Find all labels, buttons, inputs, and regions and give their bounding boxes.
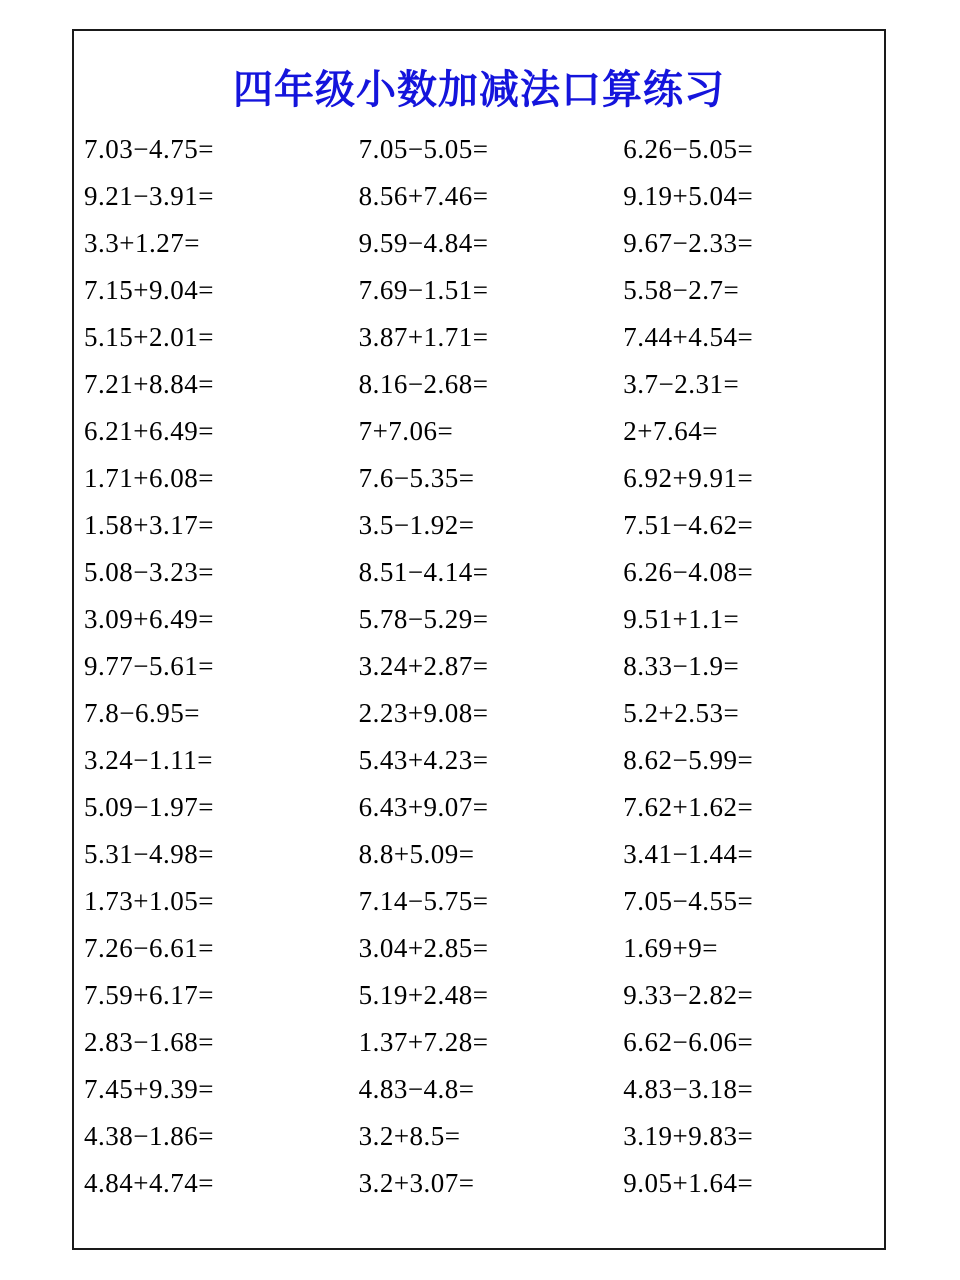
problem-item: 5.15+2.01= — [84, 322, 214, 352]
problem-item: 3.2+3.07= — [358, 1168, 475, 1198]
problem-item: 5.08−3.23= — [84, 557, 214, 587]
problem-item: 1.69+9= — [623, 933, 718, 963]
problem-item: 5.43+4.23= — [358, 745, 489, 775]
problem-item: 3.19+9.83= — [623, 1121, 754, 1151]
problem-item: 9.19+5.04= — [623, 181, 754, 211]
problem-item: 9.33−2.82= — [623, 980, 754, 1010]
problem-item: 3.09+6.49= — [84, 604, 214, 634]
problem-item: 7.62+1.62= — [623, 792, 754, 822]
problem-item: 9.67−2.33= — [623, 228, 754, 258]
problem-item: 6.92+9.91= — [623, 463, 754, 493]
problem-item: 6.21+6.49= — [84, 416, 214, 446]
problem-item: 3.3+1.27= — [84, 228, 200, 258]
problem-item: 8.33−1.9= — [623, 651, 740, 681]
problem-item: 6.43+9.07= — [358, 792, 489, 822]
problem-item: 9.77−5.61= — [84, 651, 214, 681]
problem-item: 1.73+1.05= — [84, 886, 214, 916]
problem-item: 4.38−1.86= — [84, 1121, 214, 1151]
problem-item: 1.37+7.28= — [358, 1027, 489, 1057]
problem-item: 9.59−4.84= — [358, 228, 489, 258]
problem-column-2 — [359, 126, 624, 1207]
problem-item: 6.62−6.06= — [623, 1027, 754, 1057]
problem-item: 1.71+6.08= — [84, 463, 214, 493]
problem-item: 3.24+2.87= — [358, 651, 489, 681]
problem-item: 2.83−1.68= — [84, 1027, 214, 1057]
problem-item: 7.45+9.39= — [84, 1074, 214, 1104]
problem-item: 7.69−1.51= — [358, 275, 489, 305]
problem-item: 3.87+1.71= — [358, 322, 489, 352]
problem-item: 2.23+9.08= — [358, 698, 489, 728]
problem-item: 5.58−2.7= — [623, 275, 740, 305]
problem-item: 5.19+2.48= — [358, 980, 489, 1010]
problem-item: 9.51+1.1= — [623, 604, 740, 634]
problem-item: 4.84+4.74= — [84, 1168, 214, 1198]
problem-item: 7.26−6.61= — [84, 933, 214, 963]
page-border-frame — [72, 29, 886, 1250]
problem-item: 5.2+2.53= — [623, 698, 740, 728]
problem-item: 3.24−1.11= — [84, 745, 213, 775]
problem-item: 3.2+8.5= — [358, 1121, 461, 1151]
problem-item: 8.8+5.09= — [358, 839, 475, 869]
problem-item: 3.04+2.85= — [358, 933, 489, 963]
problem-item: 8.51−4.14= — [358, 557, 489, 587]
problem-item: 7.59+6.17= — [84, 980, 214, 1010]
problem-item: 7.51−4.62= — [623, 510, 754, 540]
problem-item: 3.41−1.44= — [623, 839, 754, 869]
problem-item: 8.56+7.46= — [358, 181, 489, 211]
problem-item: 2+7.64= — [623, 416, 718, 446]
page-title: 四年级小数加减法口算练习 — [233, 67, 725, 112]
problem-item: 7.44+4.54= — [623, 322, 754, 352]
problem-item: 8.62−5.99= — [623, 745, 754, 775]
problem-item: 7.21+8.84= — [84, 369, 214, 399]
problem-item: 7.15+9.04= — [84, 275, 214, 305]
problem-item: 5.09−1.97= — [84, 792, 214, 822]
problem-item: 3.7−2.31= — [623, 369, 740, 399]
problem-item: 7.14−5.75= — [358, 886, 489, 916]
problem-item: 4.83−4.8= — [358, 1074, 475, 1104]
problem-item: 7.6−5.35= — [358, 463, 475, 493]
problem-grid — [74, 126, 888, 1207]
problem-column-1 — [74, 126, 359, 1207]
problem-item: 5.31−4.98= — [84, 839, 214, 869]
problem-item: 6.26−4.08= — [623, 557, 754, 587]
problem-item: 7.05−5.05= — [358, 134, 489, 164]
problem-item: 9.21−3.91= — [84, 181, 214, 211]
problem-item: 7+7.06= — [358, 416, 454, 446]
problem-item: 7.8−6.95= — [84, 698, 200, 728]
problem-item: 7.03−4.75= — [84, 134, 214, 164]
problem-item: 4.83−3.18= — [623, 1074, 754, 1104]
problem-item: 6.26−5.05= — [623, 134, 754, 164]
problem-item: 3.5−1.92= — [358, 510, 475, 540]
problem-item: 7.05−4.55= — [623, 886, 754, 916]
problem-column-3 — [623, 126, 888, 1207]
problem-item: 8.16−2.68= — [358, 369, 489, 399]
problem-item: 5.78−5.29= — [358, 604, 489, 634]
problem-item: 1.58+3.17= — [84, 510, 214, 540]
problem-item: 9.05+1.64= — [623, 1168, 754, 1198]
